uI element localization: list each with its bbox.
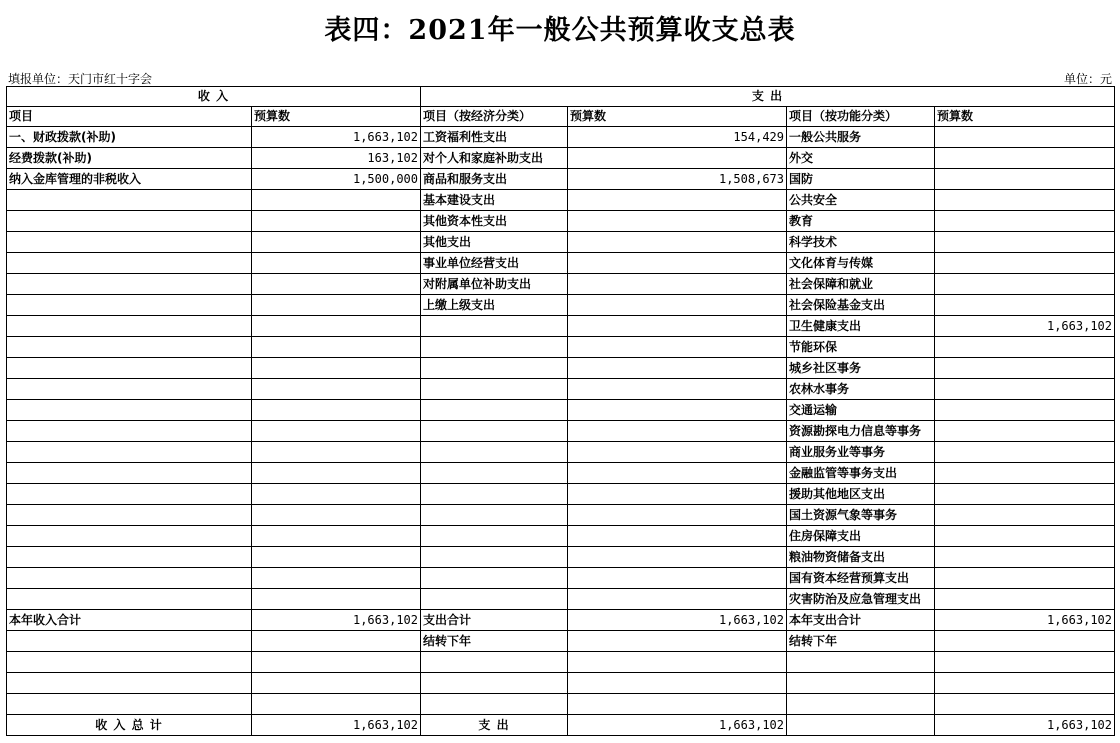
func-amount-cell — [935, 421, 1115, 442]
table-row — [7, 463, 1115, 484]
income-amount-cell — [252, 421, 421, 442]
econ-item-cell — [421, 568, 568, 589]
func-amount-cell — [935, 484, 1115, 505]
func-item-cell: 外交 — [787, 148, 935, 169]
func-amount-cell — [935, 169, 1115, 190]
econ-item-cell — [421, 463, 568, 484]
econ-item-cell: 基本建设支出 — [421, 190, 568, 211]
econ-amount-cell: 1,508,673 — [568, 169, 787, 190]
income-item-cell — [7, 568, 252, 589]
func-item-cell: 节能环保 — [787, 337, 935, 358]
expense-section-header: 支 出 — [421, 87, 1115, 107]
table-row — [7, 316, 1115, 337]
empty-cell — [568, 694, 787, 715]
func-item-cell: 金融监管等事务支出 — [787, 463, 935, 484]
econ-subtotal-label: 支出合计 — [421, 610, 568, 631]
func-item-cell: 住房保障支出 — [787, 526, 935, 547]
column-header-row — [7, 107, 1115, 127]
income-item-cell — [7, 295, 252, 316]
income-item-cell — [7, 253, 252, 274]
func-amount-cell — [935, 295, 1115, 316]
income-amount-cell: 1,663,102 — [252, 127, 421, 148]
income-item-cell — [7, 337, 252, 358]
expense-total-label: 支 出 — [421, 715, 568, 736]
income-amount-cell — [252, 379, 421, 400]
empty-cell — [252, 631, 421, 652]
econ-item-cell: 事业单位经营支出 — [421, 253, 568, 274]
income-item-cell — [7, 190, 252, 211]
econ-item-cell — [421, 442, 568, 463]
empty-cell — [935, 631, 1115, 652]
econ-item-cell: 上缴上级支出 — [421, 295, 568, 316]
econ-amount-cell — [568, 274, 787, 295]
income-amount-cell — [252, 463, 421, 484]
func-amount-cell — [935, 547, 1115, 568]
empty-row — [7, 673, 1115, 694]
empty-cell — [787, 673, 935, 694]
econ-amount-cell — [568, 400, 787, 421]
empty-cell — [7, 673, 252, 694]
income-amount-cell — [252, 337, 421, 358]
func-amount-cell — [935, 505, 1115, 526]
func-item-cell: 社会保险基金支出 — [787, 295, 935, 316]
empty-cell — [935, 673, 1115, 694]
income-amount-cell — [252, 505, 421, 526]
econ-amount-cell — [568, 442, 787, 463]
func-item-cell: 公共安全 — [787, 190, 935, 211]
table-row — [7, 526, 1115, 547]
econ-amount-cell — [568, 190, 787, 211]
func-item-cell: 卫生健康支出 — [787, 316, 935, 337]
func-amount-cell — [935, 232, 1115, 253]
empty-cell — [7, 652, 252, 673]
table-row — [7, 169, 1115, 190]
income-item-cell — [7, 547, 252, 568]
income-amount-cell — [252, 442, 421, 463]
func-subtotal-amount: 1,663,102 — [935, 610, 1115, 631]
table-row — [7, 295, 1115, 316]
table-row — [7, 232, 1115, 253]
income-amount-cell — [252, 547, 421, 568]
income-item-cell — [7, 589, 252, 610]
income-item-cell — [7, 484, 252, 505]
econ-carry-forward-label: 结转下年 — [421, 631, 568, 652]
func-amount-cell — [935, 589, 1115, 610]
func-item-cell: 援助其他地区支出 — [787, 484, 935, 505]
econ-amount-cell — [568, 295, 787, 316]
table-row — [7, 211, 1115, 232]
col-header-func-amount: 预算数 — [935, 107, 1115, 127]
income-amount-cell: 163,102 — [252, 148, 421, 169]
econ-total-amount: 1,663,102 — [568, 715, 787, 736]
empty-row — [7, 652, 1115, 673]
income-section-header: 收 入 — [7, 87, 421, 107]
func-amount-cell — [935, 127, 1115, 148]
income-item-cell — [7, 379, 252, 400]
table-row — [7, 379, 1115, 400]
func-item-cell: 农林水事务 — [787, 379, 935, 400]
empty-row — [7, 694, 1115, 715]
income-item-cell: 纳入金库管理的非税收入 — [7, 169, 252, 190]
income-amount-cell — [252, 358, 421, 379]
econ-item-cell — [421, 358, 568, 379]
empty-cell — [787, 715, 935, 736]
income-item-cell — [7, 211, 252, 232]
table-row — [7, 400, 1115, 421]
income-item-cell — [7, 358, 252, 379]
col-header-income-amount: 预算数 — [252, 107, 421, 127]
func-item-cell: 国有资本经营预算支出 — [787, 568, 935, 589]
income-total-label: 收 入 总 计 — [7, 715, 252, 736]
func-total-amount: 1,663,102 — [935, 715, 1115, 736]
income-item-cell — [7, 442, 252, 463]
func-amount-cell — [935, 568, 1115, 589]
table-row — [7, 358, 1115, 379]
income-subtotal-amount: 1,663,102 — [252, 610, 421, 631]
table-row — [7, 190, 1115, 211]
table-row — [7, 421, 1115, 442]
table-row — [7, 253, 1115, 274]
table-row — [7, 337, 1115, 358]
income-amount-cell — [252, 589, 421, 610]
table-row — [7, 127, 1115, 148]
econ-amount-cell — [568, 589, 787, 610]
empty-cell — [252, 652, 421, 673]
econ-item-cell — [421, 379, 568, 400]
empty-cell — [935, 694, 1115, 715]
empty-cell — [935, 652, 1115, 673]
income-item-cell — [7, 463, 252, 484]
income-item-cell: 经费拨款(补助) — [7, 148, 252, 169]
income-amount-cell — [252, 295, 421, 316]
econ-amount-cell — [568, 379, 787, 400]
table-row — [7, 547, 1115, 568]
table-row — [7, 274, 1115, 295]
empty-cell — [7, 694, 252, 715]
func-amount-cell: 1,663,102 — [935, 316, 1115, 337]
empty-cell — [421, 694, 568, 715]
econ-amount-cell — [568, 568, 787, 589]
func-item-cell: 社会保障和就业 — [787, 274, 935, 295]
econ-item-cell — [421, 316, 568, 337]
empty-cell — [7, 631, 252, 652]
func-amount-cell — [935, 526, 1115, 547]
func-item-cell: 灾害防治及应急管理支出 — [787, 589, 935, 610]
empty-cell — [568, 631, 787, 652]
econ-amount-cell — [568, 421, 787, 442]
income-item-cell — [7, 526, 252, 547]
income-amount-cell — [252, 190, 421, 211]
income-item-cell — [7, 505, 252, 526]
subtotal-row — [7, 610, 1115, 631]
income-amount-cell — [252, 316, 421, 337]
section-header-row — [7, 87, 1115, 107]
income-subtotal-label: 本年收入合计 — [7, 610, 252, 631]
table-row — [7, 589, 1115, 610]
func-amount-cell — [935, 253, 1115, 274]
page-title: 表四：2021年一般公共预算收支总表 — [324, 15, 796, 46]
econ-item-cell — [421, 589, 568, 610]
income-item-cell — [7, 232, 252, 253]
table-row — [7, 484, 1115, 505]
empty-cell — [568, 652, 787, 673]
func-amount-cell — [935, 463, 1115, 484]
income-item-cell — [7, 316, 252, 337]
econ-item-cell: 对个人和家庭补助支出 — [421, 148, 568, 169]
econ-subtotal-amount: 1,663,102 — [568, 610, 787, 631]
econ-item-cell — [421, 547, 568, 568]
func-amount-cell — [935, 379, 1115, 400]
econ-item-cell — [421, 400, 568, 421]
income-amount-cell — [252, 568, 421, 589]
income-amount-cell — [252, 211, 421, 232]
func-amount-cell — [935, 274, 1115, 295]
reporting-unit: 填报单位：天门市红十字会 — [8, 72, 153, 86]
income-amount-cell — [252, 274, 421, 295]
econ-item-cell: 对附属单位补助支出 — [421, 274, 568, 295]
func-amount-cell — [935, 190, 1115, 211]
econ-amount-cell — [568, 253, 787, 274]
income-amount-cell — [252, 232, 421, 253]
income-item-cell — [7, 421, 252, 442]
func-amount-cell — [935, 400, 1115, 421]
budget-table — [6, 86, 1115, 736]
func-item-cell: 科学技术 — [787, 232, 935, 253]
income-amount-cell — [252, 400, 421, 421]
empty-cell — [787, 652, 935, 673]
col-header-func-item: 项目（按功能分类） — [787, 107, 935, 127]
func-carry-forward-label: 结转下年 — [787, 631, 935, 652]
func-item-cell: 国土资源气象等事务 — [787, 505, 935, 526]
func-item-cell: 一般公共服务 — [787, 127, 935, 148]
func-subtotal-label: 本年支出合计 — [787, 610, 935, 631]
col-header-econ-amount: 预算数 — [568, 107, 787, 127]
func-item-cell: 城乡社区事务 — [787, 358, 935, 379]
func-item-cell: 资源勘探电力信息等事务 — [787, 421, 935, 442]
econ-amount-cell — [568, 463, 787, 484]
econ-item-cell — [421, 526, 568, 547]
econ-amount-cell — [568, 148, 787, 169]
econ-item-cell — [421, 484, 568, 505]
func-item-cell: 教育 — [787, 211, 935, 232]
income-amount-cell: 1,500,000 — [252, 169, 421, 190]
table-row — [7, 148, 1115, 169]
income-total-amount: 1,663,102 — [252, 715, 421, 736]
table-row — [7, 442, 1115, 463]
econ-item-cell — [421, 505, 568, 526]
econ-amount-cell — [568, 316, 787, 337]
econ-amount-cell — [568, 505, 787, 526]
econ-amount-cell: 154,429 — [568, 127, 787, 148]
income-amount-cell — [252, 484, 421, 505]
econ-amount-cell — [568, 232, 787, 253]
income-amount-cell — [252, 253, 421, 274]
income-item-cell: 一、财政拨款(补助) — [7, 127, 252, 148]
econ-item-cell — [421, 337, 568, 358]
func-amount-cell — [935, 442, 1115, 463]
empty-cell — [252, 694, 421, 715]
func-item-cell: 文化体育与传媒 — [787, 253, 935, 274]
func-item-cell: 交通运输 — [787, 400, 935, 421]
econ-amount-cell — [568, 337, 787, 358]
table-row — [7, 568, 1115, 589]
income-item-cell — [7, 400, 252, 421]
econ-item-cell — [421, 421, 568, 442]
func-item-cell: 商业服务业等事务 — [787, 442, 935, 463]
carry-forward-row — [7, 631, 1115, 652]
col-header-econ-item: 项目（按经济分类） — [421, 107, 568, 127]
econ-item-cell: 其他资本性支出 — [421, 211, 568, 232]
func-amount-cell — [935, 337, 1115, 358]
econ-amount-cell — [568, 526, 787, 547]
econ-amount-cell — [568, 211, 787, 232]
func-amount-cell — [935, 358, 1115, 379]
empty-cell — [787, 694, 935, 715]
econ-item-cell: 商品和服务支出 — [421, 169, 568, 190]
func-item-cell: 粮油物资储备支出 — [787, 547, 935, 568]
econ-amount-cell — [568, 484, 787, 505]
income-amount-cell — [252, 526, 421, 547]
func-amount-cell — [935, 148, 1115, 169]
table-row — [7, 505, 1115, 526]
empty-cell — [421, 652, 568, 673]
econ-item-cell: 工资福利性支出 — [421, 127, 568, 148]
econ-amount-cell — [568, 547, 787, 568]
currency-unit: 单位：元 — [1063, 72, 1112, 86]
econ-item-cell: 其他支出 — [421, 232, 568, 253]
func-item-cell: 国防 — [787, 169, 935, 190]
income-item-cell — [7, 274, 252, 295]
empty-cell — [421, 673, 568, 694]
col-header-income-item: 项目 — [7, 107, 252, 127]
grand-total-row — [7, 715, 1115, 736]
econ-amount-cell — [568, 358, 787, 379]
empty-cell — [568, 673, 787, 694]
empty-cell — [252, 673, 421, 694]
func-amount-cell — [935, 211, 1115, 232]
